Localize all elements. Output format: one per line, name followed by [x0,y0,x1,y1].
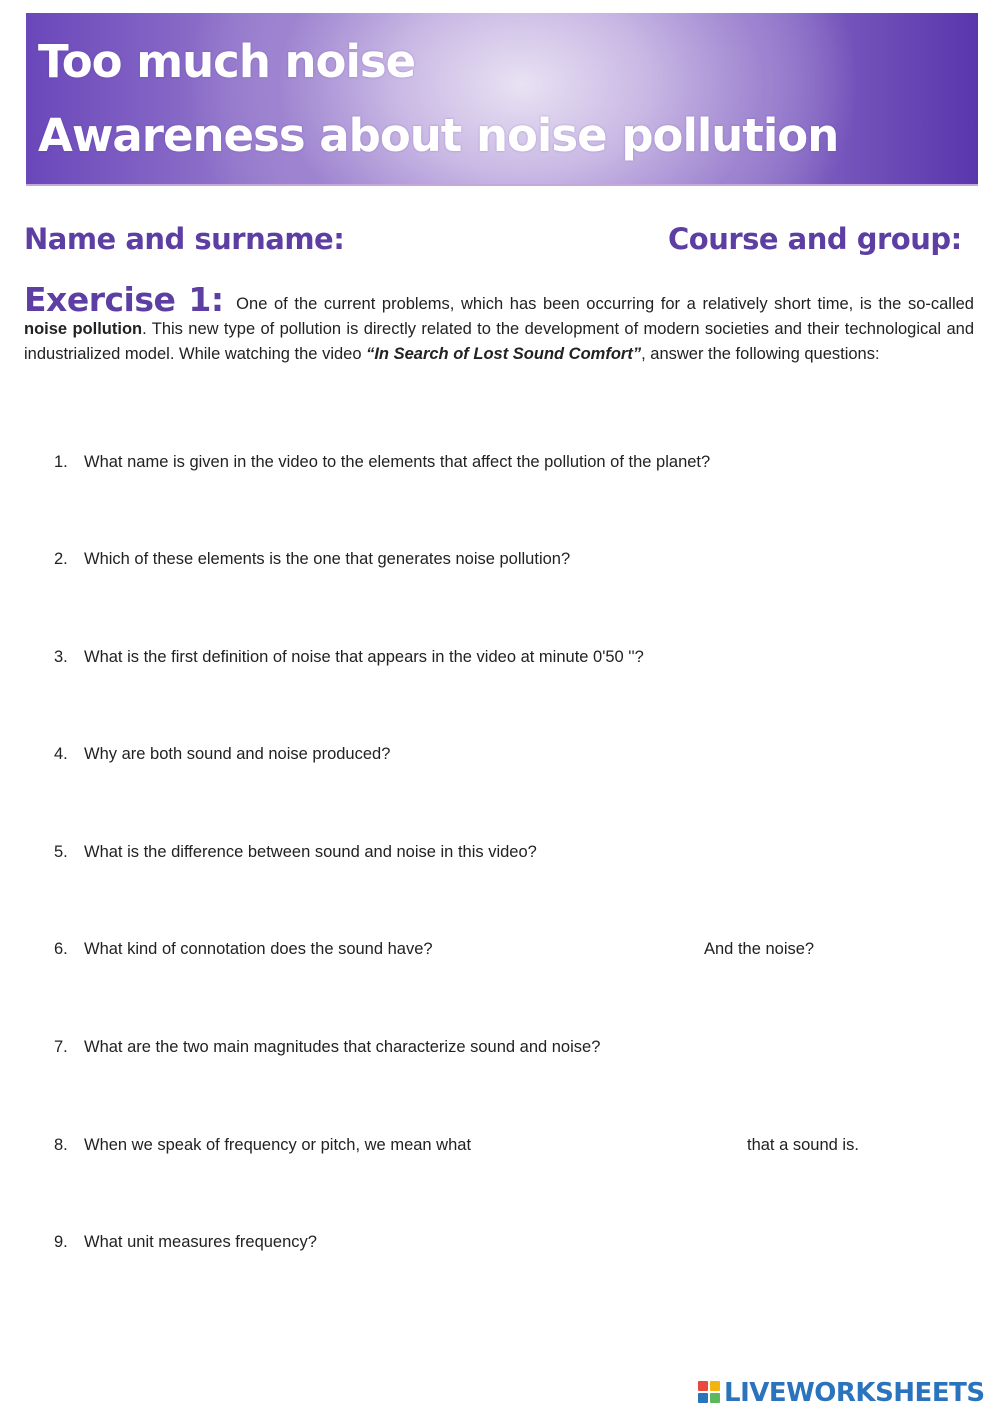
question-number: 8. [54,1136,68,1154]
logo-square-yellow [710,1381,720,1391]
question-text: When we speak of frequency or pitch, we mean what [84,1136,472,1154]
question-extra-text: And the noise? [704,940,815,958]
page-subtitle: Awareness about noise pollution [38,109,839,162]
question-text: Which of these elements is the one that generates noise pollution? [84,550,571,568]
exercise-title: Exercise 1: [24,280,224,319]
question-number: 9. [54,1233,68,1251]
question-text: What kind of connotation does the sound have? [84,940,433,958]
question-8 [54,1136,859,1155]
question-extra-text: that a sound is. [747,1136,859,1154]
title-banner [26,13,978,186]
question-number: 6. [54,940,68,958]
question-1 [54,453,710,472]
question-text: What is the first definition of noise that appears in the video at minute 0'50 ''? [84,648,644,666]
question-2 [54,550,570,569]
question-7 [54,1038,600,1057]
question-text: What are the two main magnitudes that characterize sound and noise? [84,1038,601,1056]
question-number: 5. [54,843,68,861]
logo-square-green [710,1393,720,1403]
intro-text-a: One of the current problems, which has been occurring for a relatively short time, is the so-called [229,295,974,313]
question-text: What is the difference between sound and noise in this video? [84,843,537,861]
question-number: 4. [54,745,68,763]
question-number: 2. [54,550,68,568]
intro-text-b: . This new type of pollution is directly related to the development of modern societies and their technological and industrialized model. While watching the video [24,320,974,363]
intro-text-c: , answer the following questions: [641,345,880,363]
question-number: 1. [54,453,68,471]
course-group-label: Course and group: [668,222,962,256]
liveworksheets-logo-text: LIVEWORKSHEETS [724,1378,985,1408]
question-text: What name is given in the video to the elements that affect the pollution of the planet? [84,453,711,471]
question-text: Why are both sound and noise produced? [84,745,391,763]
question-number: 3. [54,648,68,666]
intro-bold-term: noise pollution [24,320,143,338]
question-text: What unit measures frequency? [84,1233,317,1251]
logo-square-blue [698,1393,708,1403]
question-3 [54,648,644,667]
exercise-intro [24,280,974,367]
question-6 [54,940,815,959]
question-9 [54,1233,317,1252]
question-4 [54,745,390,764]
question-5 [54,843,537,862]
liveworksheets-logo-icon [698,1381,722,1405]
video-title: “In Search of Lost Sound Comfort” [366,345,642,363]
question-number: 7. [54,1038,68,1056]
name-surname-label: Name and surname: [24,222,345,256]
page-title: Too much noise [38,35,416,88]
logo-square-red [698,1381,708,1391]
